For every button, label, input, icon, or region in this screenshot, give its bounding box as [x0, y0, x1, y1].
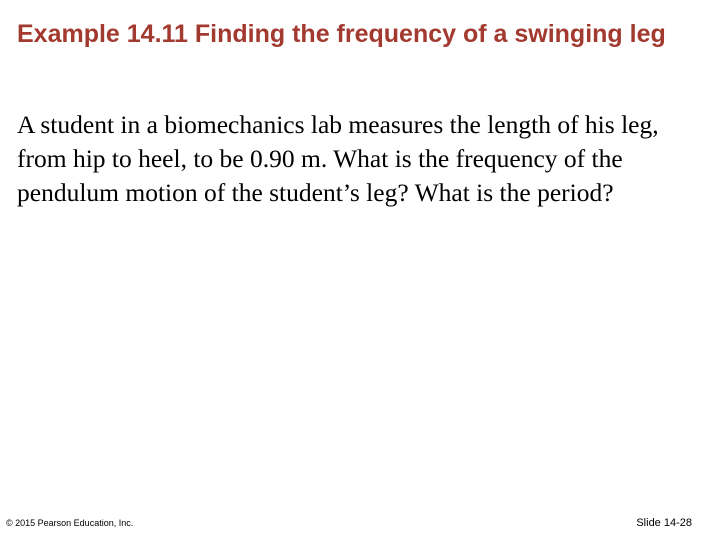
problem-statement: A student in a biomechanics lab measures the length of his leg, from hip to heel, to be 0.90 m. What is the frequency of the pendulum motion of the student’s leg? What is the period?	[17, 110, 659, 207]
copyright-notice: © 2015 Pearson Education, Inc.	[6, 518, 134, 528]
slide-title: Example 14.11 Finding the frequency of a swinging leg	[17, 20, 666, 48]
slide-number: Slide 14-28	[636, 517, 692, 529]
